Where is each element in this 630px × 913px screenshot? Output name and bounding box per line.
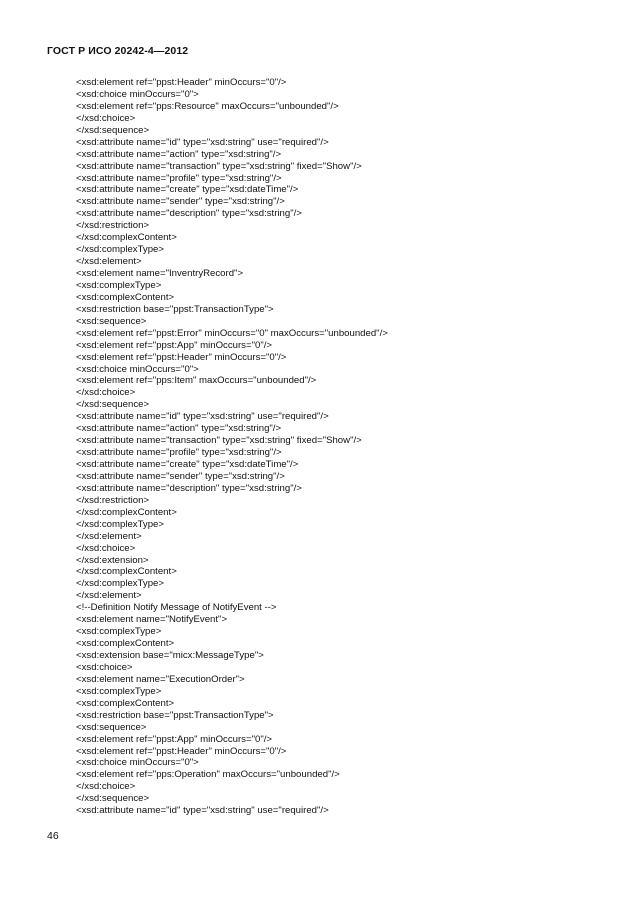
code-line: </xsd:complexType> <box>76 578 164 590</box>
code-line: <xsd:element ref="ppst:Header" minOccurs="0"/> <box>76 745 287 757</box>
code-line: </xsd:sequence> <box>76 399 150 411</box>
code-line: <xsd:element name="InventryRecord"> <box>76 268 244 279</box>
code-line: <xsd:complexType> <box>76 685 162 697</box>
code-line: <xsd:element ref="ppst:Error" minOccurs="0" maxOccurs="unbounded"/> <box>76 327 388 339</box>
code-line: <xsd:element ref="pps:Resource" maxOccurs="unbounded"/> <box>76 100 339 112</box>
code-line: <xsd:complexContent> <box>76 291 175 303</box>
code-line: <xsd:element name="NotifyEvent"> <box>76 614 228 626</box>
code-line: <xsd:restriction base="ppst:TransactionType"> <box>76 709 274 721</box>
code-line: </xsd:complexContent> <box>76 506 177 518</box>
code-line: </xsd:choice> <box>76 781 136 793</box>
code-line: <xsd:attribute name="action" type="xsd:string"/> <box>76 423 282 435</box>
code-line: <xsd:complexContent> <box>76 697 175 709</box>
code-line: <xsd:choice minOccurs="0"> <box>76 757 199 769</box>
code-line: <xsd:choice> <box>76 661 133 673</box>
code-line: </xsd:element> <box>76 530 142 542</box>
code-line: <xsd:attribute name="profile" type="xsd:string"/> <box>76 447 282 459</box>
code-line: <xsd:attribute name="profile" type="xsd:string"/> <box>76 172 282 184</box>
code-line: <xsd:attribute name="action" type="xsd:string"/> <box>76 148 282 160</box>
code-line: </xsd:restriction> <box>76 220 150 232</box>
code-line: </xsd:sequence> <box>76 124 150 136</box>
page-header: ГОСТ Р ИСО 20242-4—2012 <box>47 45 189 57</box>
code-line: <xsd:attribute name="transaction" type="xsd:string" fixed="Show"/> <box>76 435 362 447</box>
code-line: <xsd:attribute name="create" type="xsd:dateTime"/> <box>76 459 299 470</box>
code-line: <xsd:attribute name="id" type="xsd:string" use="required"/> <box>76 411 329 423</box>
code-line: <xsd:attribute name="id" type="xsd:string" use="required"/> <box>76 136 329 148</box>
code-line: <xsd:complexType> <box>76 626 162 638</box>
code-line: <xsd:element ref="ppst:App" minOccurs="0"/> <box>76 339 272 351</box>
code-line: </xsd:complexType> <box>76 244 164 256</box>
code-line: </xsd:choice> <box>76 387 136 399</box>
code-line: <xsd:sequence> <box>76 315 147 327</box>
code-line: </xsd:complexType> <box>76 518 164 530</box>
code-line: </xsd:restriction> <box>76 494 150 506</box>
code-line: <xsd:attribute name="description" type="xsd:string"/> <box>76 482 302 494</box>
code-line: <xsd:extension base="micx:MessageType"> <box>76 650 264 661</box>
code-line: <xsd:choice minOccurs="0"> <box>76 88 199 100</box>
code-line: <xsd:attribute name="create" type="xsd:dateTime"/> <box>76 184 299 196</box>
code-line: </xsd:extension> <box>76 554 149 566</box>
code-line: <xsd:element name="ExecutionOrder"> <box>76 673 245 685</box>
code-line: </xsd:choice> <box>76 112 136 124</box>
code-line: <xsd:element ref="pps:Item" maxOccurs="unbounded"/> <box>76 375 317 387</box>
code-line: <xsd:element ref="ppst:App" minOccurs="0"/> <box>76 733 272 745</box>
code-line: <xsd:choice minOccurs="0"> <box>76 363 199 375</box>
code-line: </xsd:complexContent> <box>76 566 177 578</box>
code-line: <xsd:attribute name="sender" type="xsd:string"/> <box>76 196 285 208</box>
code-line: <xsd:element ref="ppst:Header" minOccurs="0"/> <box>76 77 287 88</box>
code-line: </xsd:element> <box>76 256 142 268</box>
code-line: <xsd:sequence> <box>76 721 147 733</box>
code-line: </xsd:element> <box>76 590 142 602</box>
code-line: <!--Definition Notify Message of NotifyEvent --> <box>76 602 277 614</box>
page-number: 46 <box>47 830 59 842</box>
code-line: <xsd:element ref="pps:Operation" maxOccurs="unbounded"/> <box>76 769 340 781</box>
code-line: </xsd:choice> <box>76 542 136 554</box>
code-line: <xsd:complexType> <box>76 279 162 291</box>
code-line: <xsd:attribute name="sender" type="xsd:string"/> <box>76 470 285 482</box>
code-line: <xsd:complexContent> <box>76 638 175 650</box>
code-line: </xsd:complexContent> <box>76 232 177 244</box>
code-line: <xsd:attribute name="id" type="xsd:string" use="required"/> <box>76 805 329 817</box>
xsd-code-listing <box>76 77 596 817</box>
code-line: <xsd:restriction base="ppst:TransactionType"> <box>76 303 274 315</box>
code-line: </xsd:sequence> <box>76 793 150 805</box>
code-line: <xsd:attribute name="transaction" type="xsd:string" fixed="Show"/> <box>76 160 362 172</box>
code-line: <xsd:attribute name="description" type="xsd:string"/> <box>76 208 302 220</box>
code-line: <xsd:element ref="ppst:Header" minOccurs="0"/> <box>76 351 287 363</box>
